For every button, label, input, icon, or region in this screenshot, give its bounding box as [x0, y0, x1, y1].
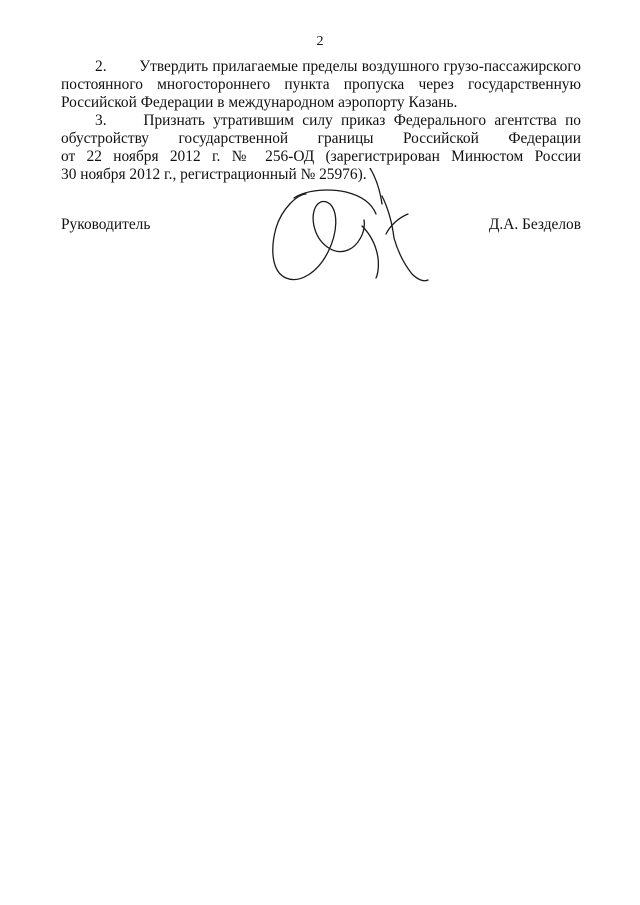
handwritten-signature: [258, 168, 438, 288]
item-3-line-4: 30 ноября 2012 г., регистрационный № 25976).: [61, 166, 367, 183]
item-2-line-2: постоянного многостороннего пункта пропуска через государственную: [61, 76, 581, 93]
item-3-number: 3.: [95, 112, 107, 129]
item-2: [61, 58, 581, 112]
signatory-name: Д.А. Безделов: [488, 216, 581, 233]
item-2-line-3: Российской Федерации в международном аэропорту Казань.: [61, 94, 458, 111]
item-3-line-2: обустройству государственной границы Российской Федерации: [61, 130, 581, 147]
item-3-line-1: 3. Признать утратившим силу приказ Федерального агентства по: [61, 112, 581, 130]
item-2-number: 2.: [95, 58, 107, 75]
document-body: [61, 58, 581, 184]
page-number: 2: [316, 34, 324, 49]
item-2-line-1: 2. Утвердить прилагаемые пределы воздушного грузо-пассажирского: [61, 58, 581, 76]
signatory-title: Руководитель: [61, 216, 151, 233]
item-3-line-3: от 22 ноября 2012 г. № 256-ОД (зарегистрирован Минюстом России: [61, 148, 581, 165]
